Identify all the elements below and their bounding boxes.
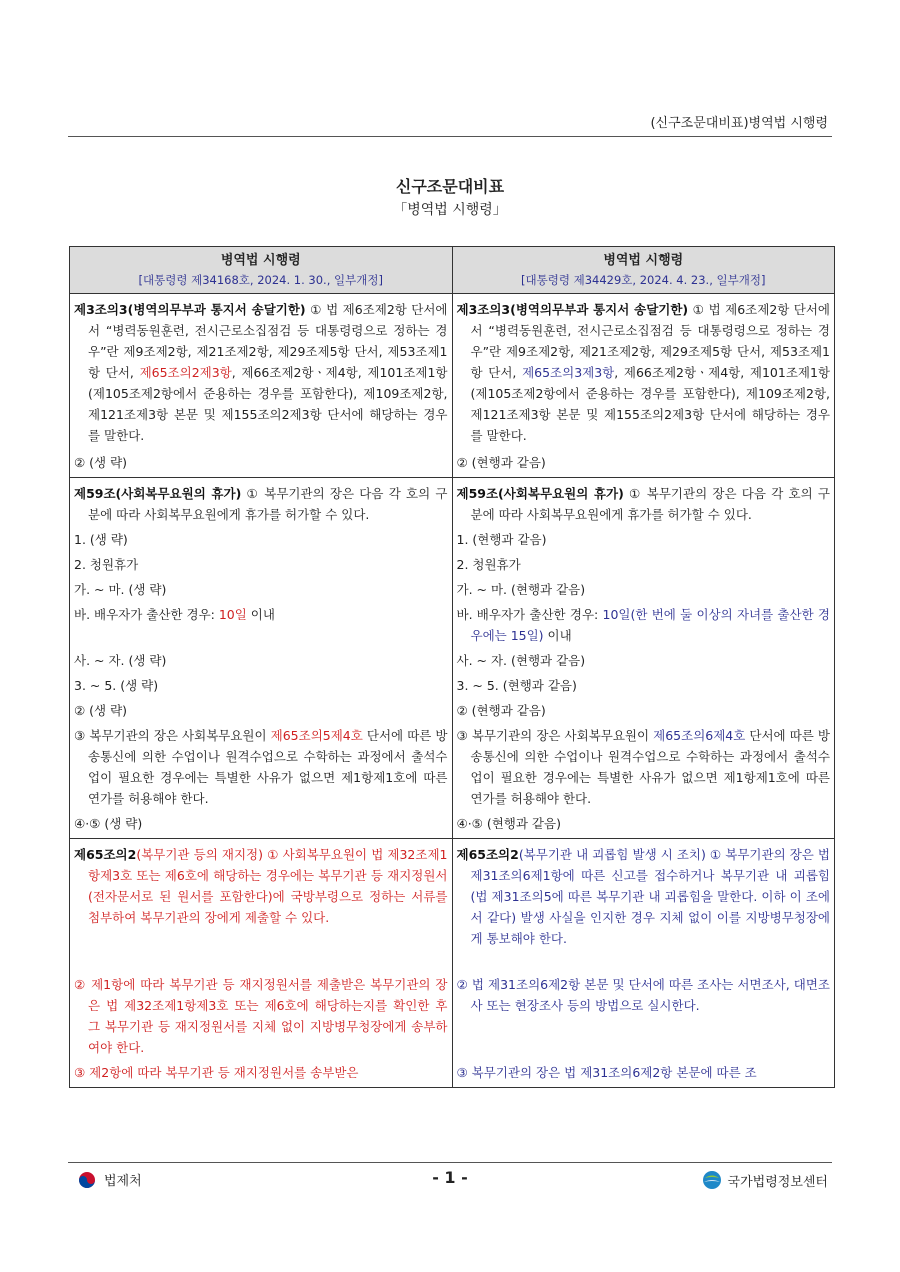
article-body: ① 법 제6조제2항 단서에서 “병력동원훈련, 전시근로소집점검 등 대통령령으로 정하는 경우”란 제9조제2항, 제21조제2항, 제29조제5항 단서, 제53조제1항 단서, (88, 302, 448, 380)
list-item: 사. ~ 자. (현행과 같음) (456, 653, 586, 668)
article-text (74, 483, 448, 525)
article-heading: 제3조의3(병역의무부과 통지서 송달기한) (456, 302, 689, 317)
article-body: ① 복무기관의 장은 다음 각 호의 구분에 따라 사회복무요원에게 휴가를 허가할 수 있다. (470, 486, 830, 522)
footer-right (702, 1170, 828, 1190)
article-text (74, 299, 448, 446)
list-item: 2. 청원휴가 (456, 557, 521, 572)
list-item: ④·⑤ (생 략) (74, 816, 143, 831)
paragraph: ③ 제2항에 따라 복무기관 등 재지정원서를 송부받은 (74, 1065, 359, 1080)
globe-logo-icon (702, 1170, 722, 1190)
item-text: 단서에 따른 방송통신에 의한 수업이나 원격수업으로 수학하는 과정에서 출석수업이 필요한 경우에는 특별한 사유가 없으면 제1항제1호에 따른 연가를 허용해야 한다. (88, 728, 448, 806)
left-law-name: 병역법 시행령 (220, 253, 301, 268)
article-text (457, 483, 831, 525)
document-subtitle: 「병역법 시행령」 (393, 202, 507, 218)
article-heading: 제59조(사회복무요원의 휴가) (456, 486, 624, 501)
list-item: 1. (생 략) (74, 532, 128, 547)
left-law-version: [대통령령 제34168호, 2024. 1. 30., 일부개정] (138, 273, 383, 287)
item-text: ③ 복무기관의 장은 사회복무요원이 (456, 728, 654, 743)
article-heading: 제3조의3(병역의무부과 통지서 송달기한) (74, 302, 306, 317)
list-item: 가. ~ 마. (생 략) (74, 582, 167, 597)
footer-center-name: 국가법령정보센터 (727, 1174, 828, 1190)
item-text: 바. 배우자가 출산한 경우: (74, 607, 219, 622)
paragraph: ② 제1항에 따라 복무기관 등 재지정원서를 제출받은 복무기관의 장은 법 제32조제1항제3호 또는 제6호에 해당하는지를 확인한 후 그 복무기관 등 재지정원서를 지체 없이 지방병무청장에게 송부하여야 한다. (74, 977, 448, 1055)
page-number: - 1 - (432, 1168, 468, 1187)
article-body: , 제66조제2항ㆍ제4항, 제101조제1항(제105조제2항에서 준용하는 경우를 포함한다), 제109조제2항, 제121조제3항 본문 및 제155조의2제3항 단서에 해당하는 경우를 말한다. (88, 365, 448, 443)
article-body: , 제66조제2항ㆍ제4항, 제101조제1항(제105조제2항에서 준용하는 경우를 포함한다), 제109조제2항, 제121조제3항 본문 및 제155조의2제3항 단서에 해당하는 경우를 말한다. (470, 365, 830, 443)
list-item: 3. ~ 5. (현행과 같음) (456, 678, 577, 693)
article-body: ① 법 제6조제2항 단서에서 “병력동원훈련, 전시근로소집점검 등 대통령령으로 정하는 경우”란 제9조제2항, 제21조제2항, 제29조제5항 단서, 제53조제1항 단서, (470, 302, 831, 380)
changed-text: (복무기관 내 괴롭힘 발생 시 조치) ① 복무기관의 장은 법 제31조의6제1항에 따른 신고를 접수하거나 복무기관 내 괴롭힘(법 제31조의5에 따른 복무기관 내 괴롭힘을 말한다. 이하 이 조에서 같다) 발생 사실을 인지한 경우 지체 없이 이를 지방병무청장에게 통보해야 한다. (470, 847, 830, 946)
list-item: 가. ~ 마. (현행과 같음) (456, 582, 586, 597)
paragraph (457, 725, 831, 809)
old-article-65-2 (70, 839, 453, 1088)
list-item: ④·⑤ (현행과 같음) (456, 816, 561, 831)
item-text: 바. 배우자가 출산한 경우: (456, 607, 603, 622)
footer-divider (68, 1162, 832, 1163)
changed-text: 제65조의6제4호 (653, 728, 746, 743)
item-text: ③ 복무기관의 장은 사회복무요원이 (74, 728, 271, 743)
changed-text: 제65조의5제4호 (270, 728, 363, 743)
right-law-name: 병역법 시행령 (603, 253, 684, 268)
list-item: 2. 청원휴가 (74, 557, 139, 572)
article-body: ① 복무기관의 장은 다음 각 호의 구분에 따라 사회복무요원에게 휴가를 허가할 수 있다. (88, 486, 448, 522)
document-title: 신구조문대비표 (395, 177, 505, 196)
article-heading: 제65조의2 (456, 847, 519, 862)
item-text: 단서에 따른 방송통신에 의한 수업이나 원격수업으로 수학하는 과정에서 출석수업이 필요한 경우에는 특별한 사유가 없으면 제1항제1호에 따른 연가를 허용해야 한다. (470, 728, 830, 806)
list-item (74, 604, 448, 646)
new-article-65-2 (452, 839, 835, 1088)
page-header: (신구조문대비표)병역법 시행령 (650, 116, 828, 131)
right-column-header (452, 247, 835, 294)
new-article-3-3 (452, 294, 835, 478)
left-column-header (70, 247, 453, 294)
paragraph: ③ 복무기관의 장은 법 제31조의6제2항 본문에 따른 조 (456, 1065, 757, 1080)
changed-text: 제65조의3제3항 (522, 365, 615, 380)
table-header-row (70, 247, 835, 294)
right-law-version: [대통령령 제34429호, 2024. 4. 23., 일부개정] (521, 273, 766, 287)
item-text: 이내 (246, 607, 275, 622)
old-article-59 (70, 478, 453, 839)
changed-text: 제65조의2제3항 (139, 365, 232, 380)
list-item: ② (생 략) (74, 703, 128, 718)
article-text (457, 299, 831, 446)
paragraph (74, 725, 448, 809)
header-divider (68, 136, 832, 137)
article-heading: 제59조(사회복무요원의 휴가) (74, 486, 242, 501)
footer-org-name: 법제처 (104, 1174, 142, 1189)
article-text (74, 844, 448, 970)
paragraph: ② (생 략) (74, 455, 128, 470)
article-heading: 제65조의2 (74, 847, 137, 862)
item-text: 이내 (543, 628, 572, 643)
changed-text: 10일 (218, 607, 247, 622)
paragraph: ② (현행과 같음) (456, 455, 546, 470)
page-cutoff (68, 1130, 832, 1160)
paragraph: ② 법 제31조의6제2항 본문 및 단서에 따른 조사는 서면조사, 대면조사 또는 현장조사 등의 방법으로 실시한다. (456, 977, 830, 1013)
list-item: 1. (현행과 같음) (456, 532, 547, 547)
article-text (457, 844, 831, 970)
comparison-table (69, 246, 835, 1088)
table-row (70, 478, 835, 839)
new-article-59 (452, 478, 835, 839)
table-row (70, 294, 835, 478)
list-item: 3. ~ 5. (생 략) (74, 678, 159, 693)
table-row (70, 839, 835, 1088)
old-article-3-3 (70, 294, 453, 478)
changed-text: 10일(한 번에 둘 이상의 자녀를 출산한 경우에는 15일) (470, 607, 830, 643)
list-item: 사. ~ 자. (생 략) (74, 653, 167, 668)
list-item (457, 604, 831, 646)
list-item: ② (현행과 같음) (456, 703, 546, 718)
changed-text: (복무기관 등의 재지정) ① 사회복무요원이 법 제32조제1항제3호 또는 제6호에 해당하는 경우에는 복무기관 등 재지정원서(전자문서로 된 원서를 포함한다)에 국방부령으로 정하는 서류를 첨부하여 복무기관의 장에게 제출할 수 있다. (88, 847, 448, 925)
